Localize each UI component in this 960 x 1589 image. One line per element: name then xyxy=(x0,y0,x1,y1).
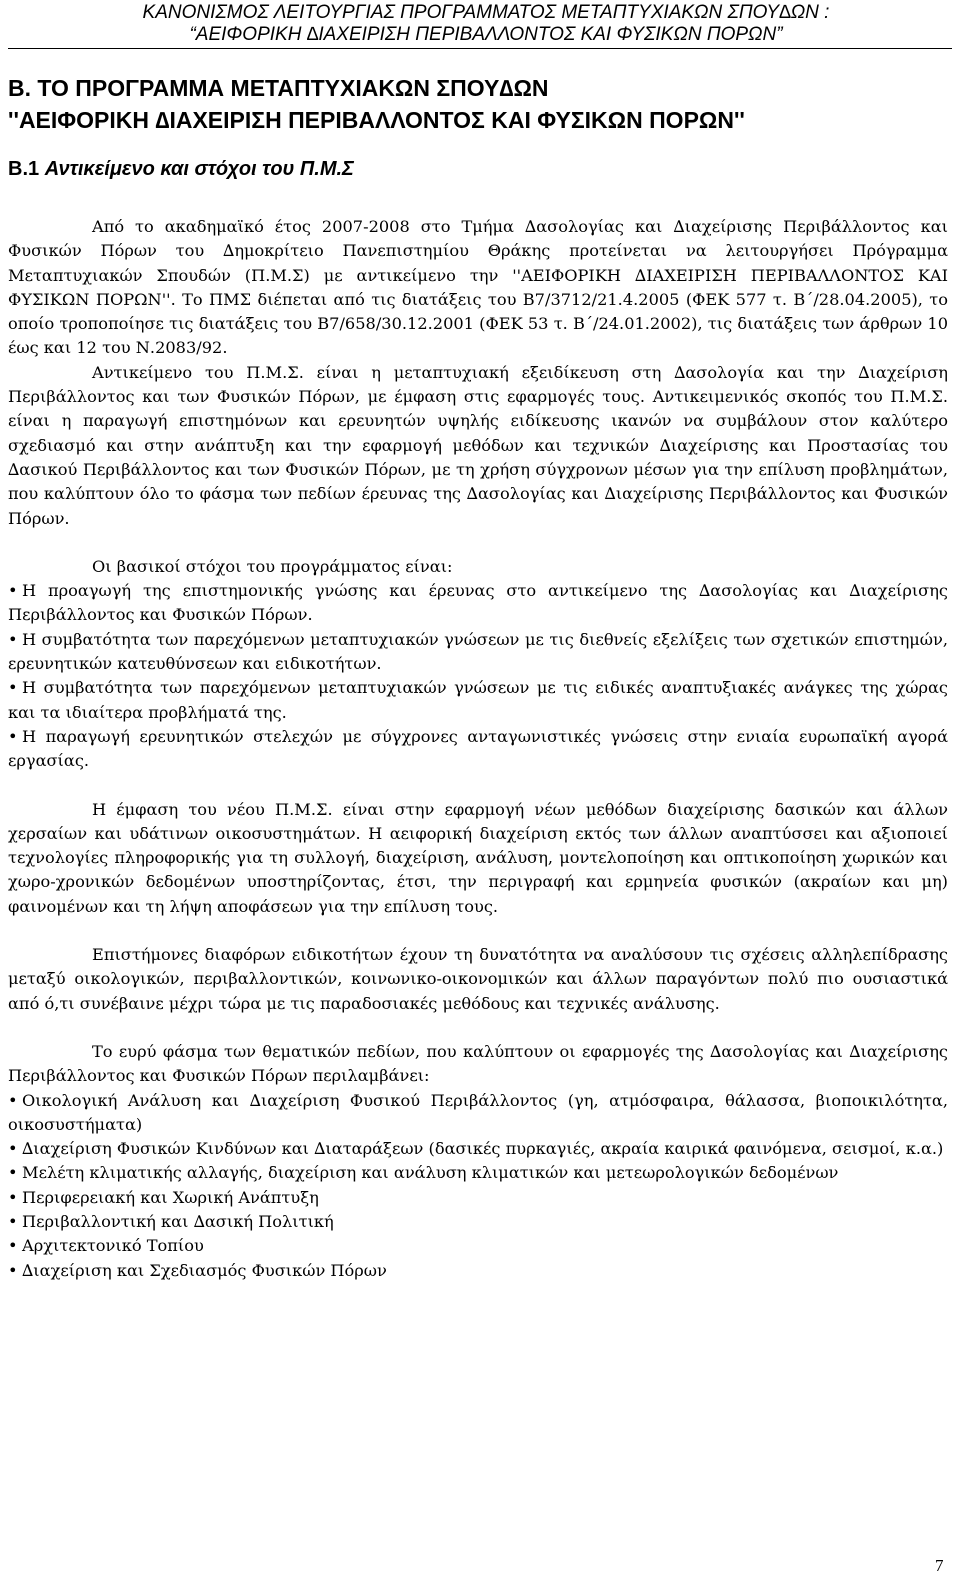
spacer xyxy=(8,774,948,798)
field-text: Περιφερειακή και Χωρική Ανάπτυξη xyxy=(22,1187,319,1207)
bullet-icon: • xyxy=(8,1090,18,1110)
paragraph-fields-intro: Το ευρύ φάσμα των θεματικών πεδίων, που καλύπτουν οι εφαρμογές της ∆ασολογίας και ∆ιαχείρισης Περιβάλλοντος και Φυσικών Πόρων περιλαμβάνει: xyxy=(8,1041,948,1086)
paragraph-emphasis: Η έμφαση του νέου Π.Μ.Σ. είναι στην εφαρμογή νέων μεθόδων διαχείρισης δασικών και άλλων χερσαίων και υδάτινων οικοσυστημάτων. Η αειφορική διαχείριση εκτός των άλλων αναπτύσσει και αξιοποιεί τεχνολογίες πληροφορικής για τη συλλογή, διαχείριση, ανάλυση, μοντελοποίηση και οπτικοποίηση χωρικών και χωρο-χρονικών δεδομένων υποστηρίζοντας, έτσι, την περιγραφή και ερμηνεία φυσικών (ακραίων και μη) φαινομένων και τη λήψη αποφάσεων για την επίλυση τους. xyxy=(8,799,948,916)
goal-text: Η προαγωγή της επιστημονικής γνώσης και έρευνας στο αντικείμενο της ∆ασολογίας και ∆ιαχείρισης Περιβάλλοντος και Φυσικών Πόρων. xyxy=(8,581,948,625)
page-number: 7 xyxy=(935,1556,944,1575)
bullet-icon: • xyxy=(8,1187,18,1207)
list-item xyxy=(8,1161,948,1185)
list-item xyxy=(8,628,948,677)
bullet-icon: • xyxy=(8,1139,18,1159)
header-line-2: “ΑΕΙΦΟΡΙΚΗ ∆ΙΑΧΕΙΡΙΣΗ ΠΕΡΙΒΑΛΛΟΝΤΟΣ ΚΑΙ ΦΥΣΙΚΩΝ ΠΟΡΩΝ” xyxy=(189,24,783,45)
bullet-icon: • xyxy=(8,726,18,746)
list-item xyxy=(8,1089,948,1138)
fields-list xyxy=(8,1089,948,1283)
list-item xyxy=(8,1210,948,1234)
list-item xyxy=(8,579,948,628)
list-item xyxy=(8,1186,948,1210)
section-title xyxy=(8,72,948,136)
bullet-icon: • xyxy=(8,1260,18,1280)
spacer xyxy=(8,531,948,555)
section-title-line-2: ''ΑΕΙΦΟΡΙΚΗ ∆ΙΑΧΕΙΡΙΣΗ ΠΕΡΙΒΑΛΛΟΝΤΟΣ ΚΑΙ ΦΥΣΙΚΩΝ ΠΟΡΩΝ'' xyxy=(8,107,745,133)
goal-text: Η συμβατότητα των παρεχόμενων μεταπτυχιακών γνώσεων με τις διεθνείς εξελίξεις των σχετικών επιστημών, ερευνητικών κατευθύνσεων και ειδικοτήτων. xyxy=(8,629,948,674)
field-text: ∆ιαχείριση και Σχεδιασμός Φυσικών Πόρων xyxy=(22,1260,387,1280)
field-text: Αρχιτεκτονικό Τοπίου xyxy=(22,1236,204,1256)
list-item xyxy=(8,1259,948,1283)
list-item xyxy=(8,676,948,725)
bullet-icon: • xyxy=(8,1236,18,1256)
paragraph-scientists: Επιστήμονες διαφόρων ειδικοτήτων έχουν τη δυνατότητα να αναλύσουν τις σχέσεις αλληλεπίδρασης μεταξύ οικολογικών, περιβαλλοντικών, κοινωνικο-οικονομικών και άλλων παραγόντων πολύ πιο ουσιαστικά από ό,τι συνέβαινε μέχρι τώρα με τις παραδοσιακές μεθόδους και τεχνικές ανάλυσης. xyxy=(8,945,948,1013)
field-text: Μελέτη κλιματικής αλλαγής, διαχείριση και ανάλυση κλιματικών και μετεωρολογικών δεδομένων xyxy=(22,1163,839,1183)
running-header xyxy=(96,2,876,46)
goals-intro: Οι βασικοί στόχοι του προγράμματος είναι: xyxy=(92,556,453,576)
bullet-icon: • xyxy=(8,629,18,649)
goal-text: Η συμβατότητα των παρεχόμενων μεταπτυχιακών γνώσεων με τις ειδικές αναπτυξιακές ανάγκες της χώρας και τα ιδιαίτερα προβλήματά της. xyxy=(8,678,948,722)
field-text: Περιβαλλοντική και ∆ασική Πολιτική xyxy=(22,1211,334,1231)
header-divider xyxy=(8,48,952,49)
header-line-1: ΚΑΝΟΝΙΣΜΟΣ ΛΕΙΤΟΥΡΓΙΑΣ ΠΡΟΓΡΑΜΜΑΤΟΣ ΜΕΤΑΠΤΥΧΙΑΚΩΝ ΣΠΟΥ∆ΩΝ : xyxy=(142,2,830,23)
body-text xyxy=(8,215,948,1283)
goal-text: Η παραγωγή ερευνητικών στελεχών με σύγχρονες ανταγωνιστικές γνώσεις στην ενιαία ευρωπαϊκή αγορά εργασίας. xyxy=(8,726,948,771)
bullet-icon: • xyxy=(8,581,18,601)
spacer xyxy=(8,919,948,943)
field-text: Οικολογική Ανάλυση και ∆ιαχείριση Φυσικού Περιβάλλοντος (γη, ατμόσφαιρα, θάλασσα, βιοποικιλότητα, οικοσυστήματα) xyxy=(8,1090,948,1134)
goals-list xyxy=(8,579,948,773)
section-title-line-1: Β. ΤΟ ΠΡΟΓΡΑΜΜΑ ΜΕΤΑΠΤΥΧΙΑΚΩΝ ΣΠΟΥ∆ΩΝ xyxy=(8,75,549,101)
bullet-icon: • xyxy=(8,678,18,698)
subsection-number: Β.1 xyxy=(8,158,45,180)
subsection-heading xyxy=(8,158,948,181)
list-item xyxy=(8,1234,948,1258)
bullet-icon: • xyxy=(8,1211,18,1231)
list-item xyxy=(8,725,948,774)
subsection-title: Αντικείμενο και στόχοι του Π.Μ.Σ xyxy=(44,158,354,180)
spacer xyxy=(8,1016,948,1040)
list-item xyxy=(8,1137,948,1161)
bullet-icon: • xyxy=(8,1163,18,1183)
field-text: ∆ιαχείριση Φυσικών Κινδύνων και ∆ιαταράξεων (δασικές πυρκαγιές, ακραία καιρικά φαινόμενα, σεισμοί, κ.α.) xyxy=(22,1139,944,1159)
paragraph-objective: Αντικείμενο του Π.Μ.Σ. είναι η μεταπτυχιακή εξειδίκευση στη ∆ασολογία και την ∆ιαχείριση Περιβάλλοντος και των Φυσικών Πόρων, με έμφαση στις εφαρμογές τους. Αντικειμενικός σκοπός του Π.Μ.Σ. είναι η παραγωγή επιστημόνων και ερευνητών υψηλής ειδίκευσης ικανών να συμβάλουν στον καλύτερο σχεδιασμό και στην ανάπτυξη και την εφαρμογή μεθόδων και τεχνικών ∆ιαχείρισης και Προστασίας του ∆ασικού Περιβάλλοντος και των Φυσικών Πόρων, με τη χρήση σύγχρονων μέσων για την επίλυση προβλημάτων, που καλύπτουν όλο το φάσμα των πεδίων έρευνας της ∆ασολογίας και ∆ιαχείρισης Περιβάλλοντος και Φυσικών Πόρων. xyxy=(8,362,948,528)
paragraph-intro: Από το ακαδημαϊκό έτος 2007-2008 στο Τμήμα ∆ασολογίας και ∆ιαχείρισης Περιβάλλοντος και Φυσικών Πόρων του ∆ημοκρίτειο Πανεπιστημίου Θράκης προτείνεται να λειτουργήσει Πρόγραμμα Μεταπτυχιακών Σπουδών (Π.Μ.Σ) με αντικείμενο την ''ΑΕΙΦΟΡΙΚΗ ∆ΙΑΧΕΙΡΙΣΗ ΠΕΡΙΒΑΛΛΟΝΤΟΣ ΚΑΙ ΦΥΣΙΚΩΝ ΠΟΡΩΝ''. Το ΠΜΣ διέπεται από τις διατάξεις του Β7/3712/21.4.2005 (ΦΕΚ 577 τ. Β΄/28.04.2005), το οποίο τροποποίησε τις διατάξεις του Β7/658/30.12.2001 (ΦΕΚ 53 τ. Β΄/24.01.2002), τις διατάξεις των άρθρων 10 έως και 12 του Ν.2083/92. xyxy=(8,217,948,358)
